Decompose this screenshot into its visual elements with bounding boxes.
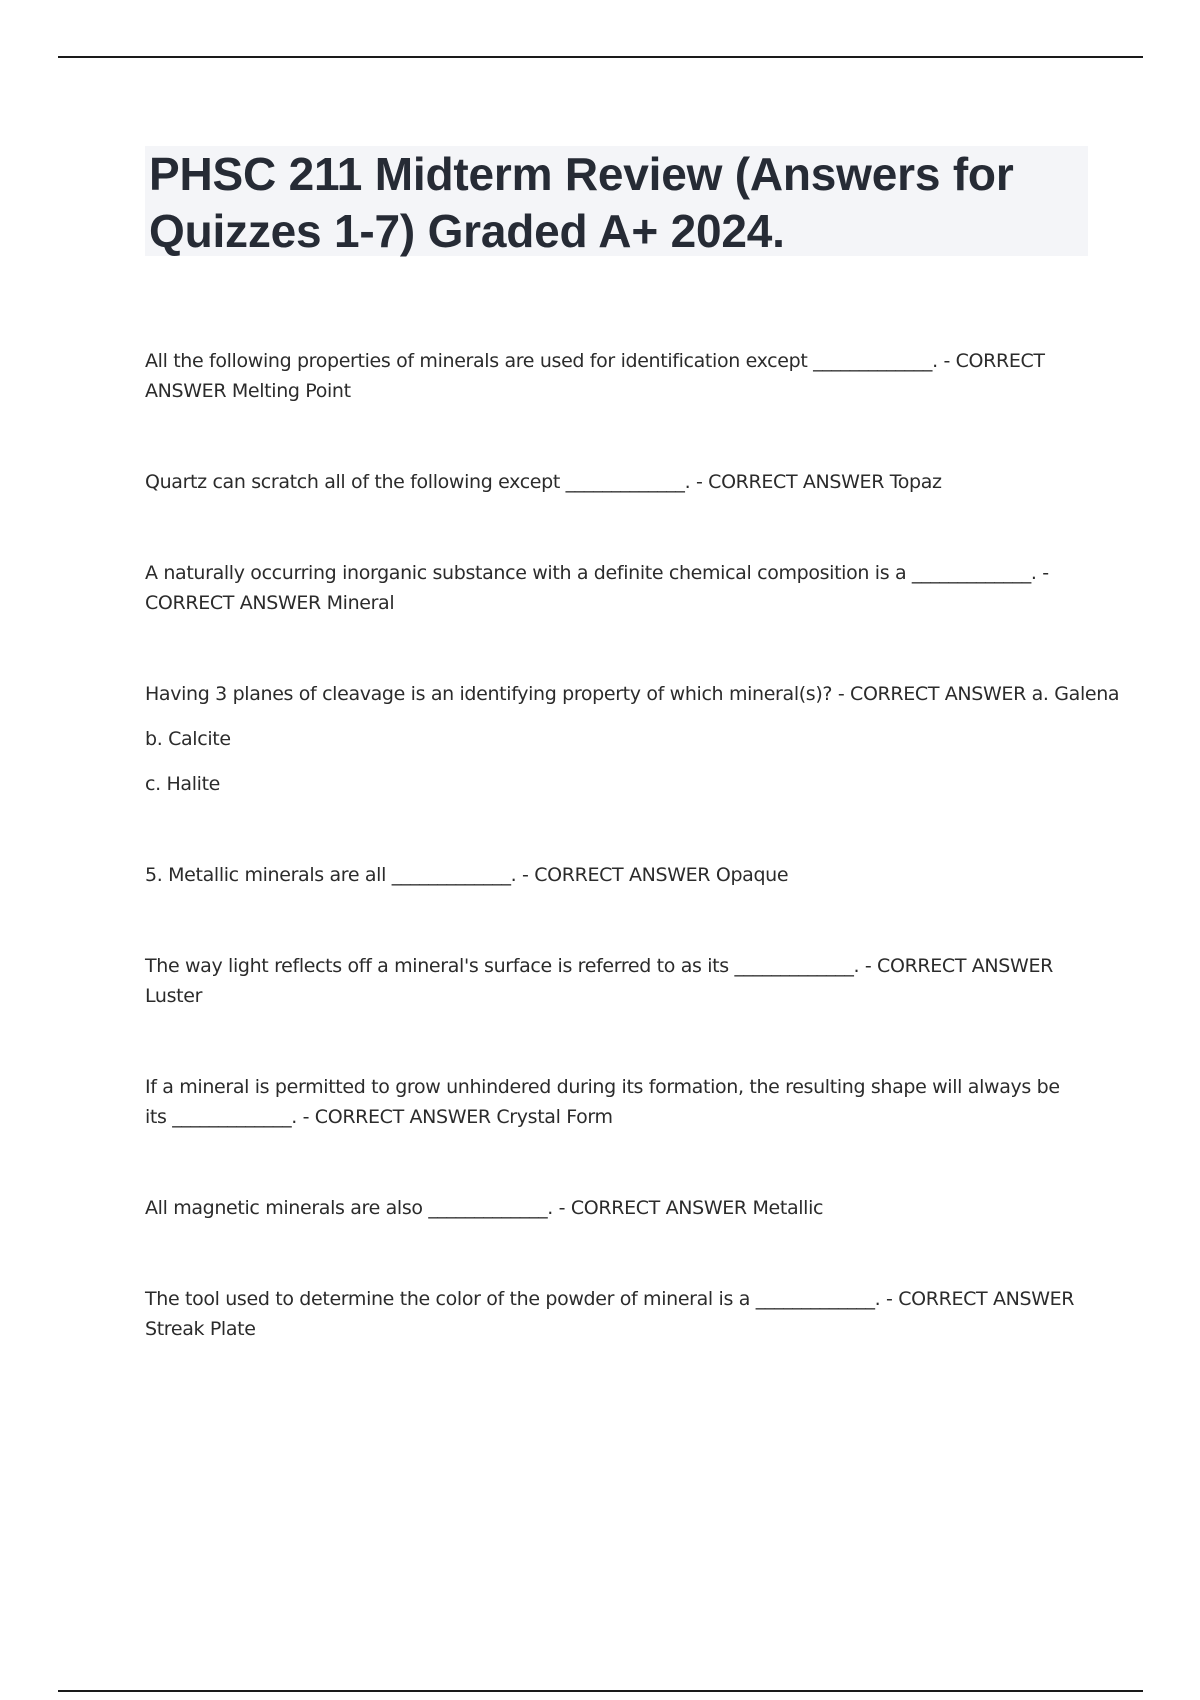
qa-item-1: All the following properties of minerals are used for identification except _____________. - CORRECT ANSWER Melting Point	[145, 350, 1045, 402]
qa-item-3: A naturally occurring inorganic substance with a definite chemical composition is a _____________. - CORRECT ANSWER Mineral	[145, 562, 1049, 614]
qa-item-6: The way light reflects off a mineral's surface is referred to as its _____________. - CORRECT ANSWER Luster	[145, 955, 1053, 1007]
qa-item-9: The tool used to determine the color of the powder of mineral is a _____________. - CORRECT ANSWER Streak Plate	[145, 1288, 1075, 1340]
qa-item-4-option-c: c. Halite	[145, 773, 221, 795]
qa-list	[145, 346, 1120, 1344]
page-title: PHSC 211 Midterm Review (Answers for Quizzes 1-7) Graded A+ 2024.	[149, 148, 1014, 257]
title-block	[145, 146, 1088, 256]
qa-item-2: Quartz can scratch all of the following except _____________. - CORRECT ANSWER Topaz	[145, 471, 942, 493]
qa-item-7: If a mineral is permitted to grow unhindered during its formation, the resulting shape will always be its _____________. - CORRECT ANSWER Crystal Form	[145, 1076, 1060, 1128]
qa-item-5: 5. Metallic minerals are all _____________. - CORRECT ANSWER Opaque	[145, 864, 789, 886]
qa-item-4-option-b: b. Calcite	[145, 728, 231, 750]
qa-item-4: Having 3 planes of cleavage is an identifying property of which mineral(s)? - CORRECT ANSWER a. Galena	[145, 683, 1120, 705]
header-rule	[58, 56, 1143, 58]
qa-item-8: All magnetic minerals are also _____________. - CORRECT ANSWER Metallic	[145, 1197, 824, 1219]
footer-rule	[58, 1690, 1143, 1692]
